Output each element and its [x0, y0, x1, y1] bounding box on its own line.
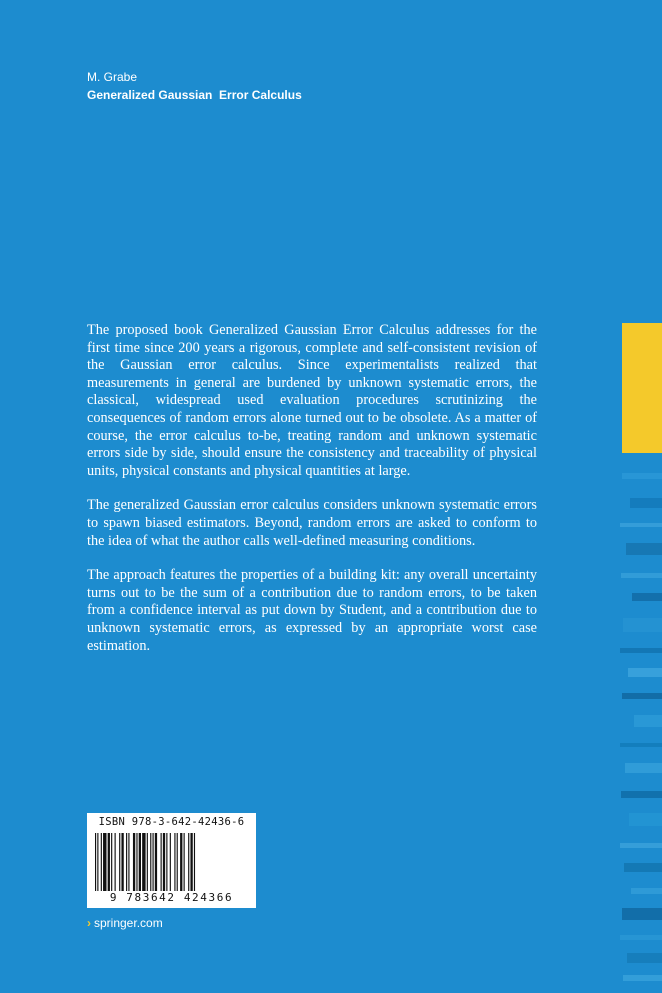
book-title: Generalized Gaussian Error Calculus: [87, 88, 302, 102]
barcode-bar: [194, 833, 195, 891]
barcode-bar: [108, 833, 110, 891]
isbn-barcode: [87, 813, 256, 908]
barcode-bar: [190, 833, 192, 891]
barcode-bar: [150, 833, 151, 891]
blurb-paragraph-3: The approach features the properties of a building kit: any overall uncertainty turns out to be the sum of a contribution due to random errors, to be taken from a confidence interval as put down by Student, and a contribution due to unknown systematic errors, as expressed by an appropriate worst case estimation.: [87, 567, 537, 654]
barcode-bar: [155, 833, 157, 891]
barcode-bar: [101, 833, 102, 891]
barcode-bar: [133, 833, 135, 891]
barcode-bars: [95, 833, 248, 891]
barcode-bar: [111, 833, 112, 891]
barcode-bar: [128, 833, 129, 891]
barcode-bar: [161, 833, 162, 891]
author-name: M. Grabe: [87, 70, 138, 84]
barcode-bar: [177, 833, 178, 891]
publisher-site: springer.com: [94, 916, 163, 930]
chevron-right-icon: ›: [87, 916, 91, 930]
motion-stripes-decoration: [620, 453, 662, 993]
blurb-paragraph-2: The generalized Gaussian error calculus considers unknown systematic errors to spawn biased estimators. Beyond, random errors are asked to conform to the idea of what the author calls well-defined measuring conditions.: [87, 497, 537, 549]
barcode-bar: [119, 833, 120, 891]
blurb-text: [87, 322, 537, 672]
barcode-bar: [139, 833, 141, 891]
yellow-accent-tab: [622, 323, 662, 453]
barcode-digits: 9 783642 424366: [109, 891, 234, 904]
isbn-label: ISBN 978-3-642-42436-6: [98, 816, 245, 828]
barcode-bar: [147, 833, 148, 891]
barcode-bar: [136, 833, 137, 891]
barcode-bar: [126, 833, 127, 891]
barcode-bar: [115, 833, 116, 891]
publisher-link[interactable]: [87, 916, 163, 930]
barcode-bar: [163, 833, 165, 891]
barcode-bar: [95, 833, 96, 891]
barcode-bar: [180, 833, 182, 891]
barcode-bar: [174, 833, 175, 891]
barcode-bar: [184, 833, 185, 891]
barcode-bar: [166, 833, 167, 891]
barcode-bar: [97, 833, 98, 891]
barcode-bar: [142, 833, 145, 891]
barcode-bar: [121, 833, 123, 891]
barcode-bar: [103, 833, 106, 891]
blurb-paragraph-1: The proposed book Generalized Gaussian Error Calculus addresses for the first time since 200 years a rigorous, complete and self-consistent revision of the Gaussian error calculus. Since experimentalists realized that measurements in general are burdened by unknown systematic errors, the classical, widespread used evaluation procedures scrutinizing the consequences of random errors alone turned out to be obsolete. As a matter of course, the error calculus to-be, treating random and unknown systematic errors side by side, should ensure the consistency and traceability of physical units, physical constants and physical quantities at large.: [87, 322, 537, 479]
barcode-bar: [170, 833, 171, 891]
barcode-bar: [188, 833, 189, 891]
barcode-bar: [153, 833, 154, 891]
